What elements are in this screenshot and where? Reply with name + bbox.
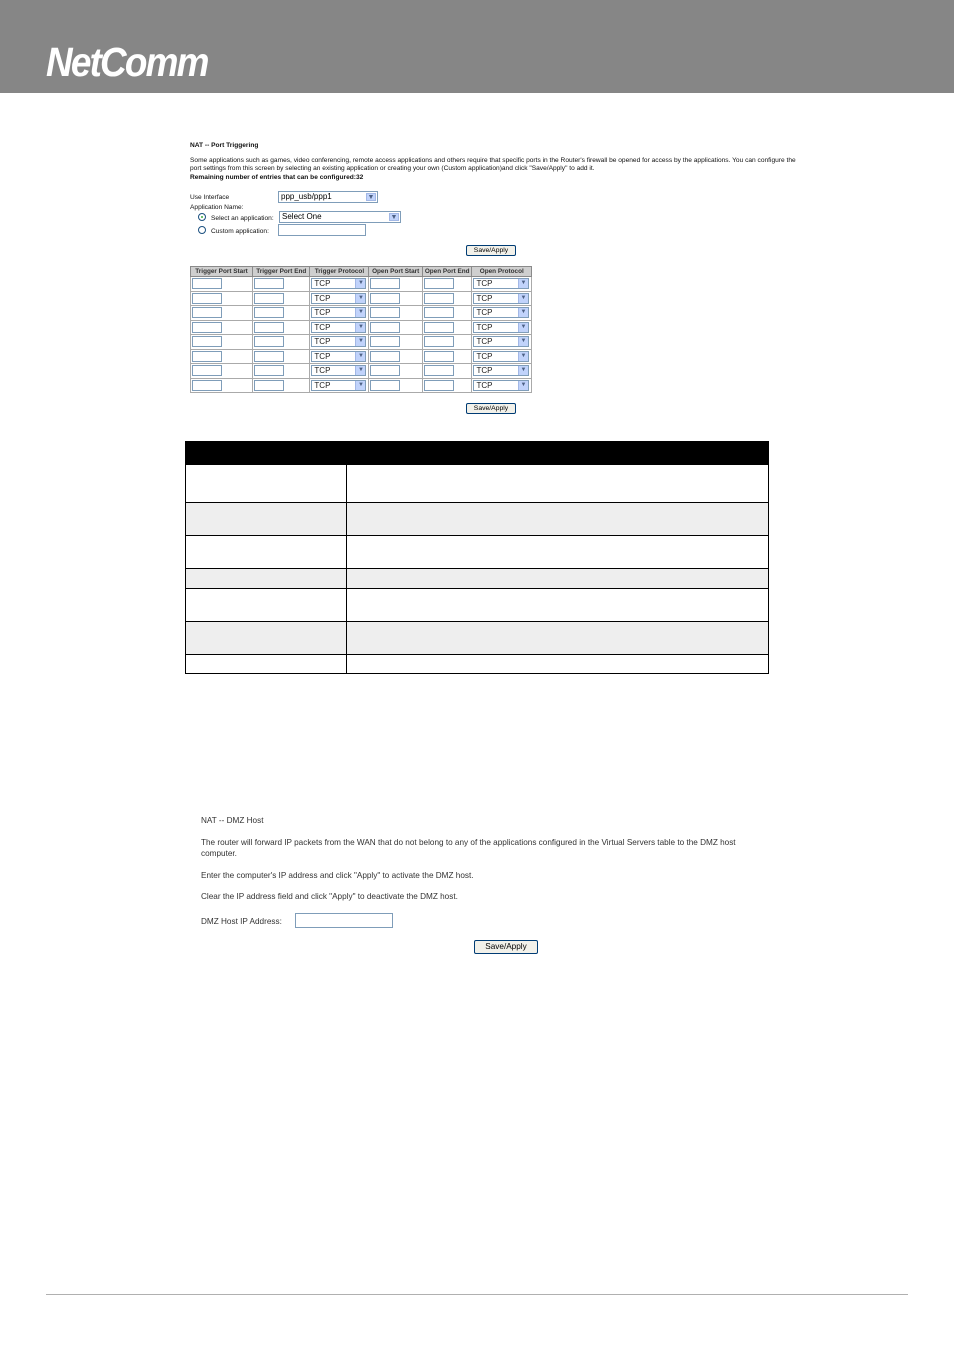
table-row [186,622,347,655]
open-port-end-input[interactable] [424,293,454,304]
dmz-ip-input[interactable] [295,913,393,928]
table-row [191,320,532,335]
table-cell [310,291,369,306]
col-trigger-port-start: Trigger Port Start [191,267,253,277]
open-protocol-select[interactable]: TCP ▼ [473,351,529,362]
open-port-end-input[interactable] [424,365,454,376]
table-cell [369,364,422,379]
trigger-table [190,266,532,393]
table-cell [253,364,310,379]
trigger-port-end-input[interactable] [254,380,284,391]
table-row [191,349,532,364]
remaining-entries: Remaining number of entries that can be configured:32 [190,174,364,181]
dmz-ip-label: DMZ Host IP Address: [201,917,282,926]
table-cell [422,306,472,321]
custom-application-radio[interactable] [198,226,206,234]
open-port-start-input[interactable] [370,380,400,391]
trigger-protocol-select[interactable]: TCP ▼ [311,278,366,289]
table-row [186,465,347,503]
table-cell [422,320,472,335]
open-port-start-input[interactable] [370,365,400,376]
chevron-down-icon: ▼ [355,279,365,288]
use-interface-select[interactable]: ppp_usb/ppp1 ▼ [278,191,378,203]
col-open-protocol: Open Protocol [472,267,532,277]
open-port-start-input[interactable] [370,293,400,304]
trigger-port-start-input[interactable] [192,293,222,304]
trigger-protocol-select[interactable]: TCP ▼ [311,365,366,376]
chevron-down-icon: ▼ [355,308,365,317]
open-port-start-input[interactable] [370,307,400,318]
open-port-end-input[interactable] [424,278,454,289]
table-cell [347,536,769,569]
trigger-port-end-input[interactable] [254,278,284,289]
table-cell [191,335,253,350]
table-row [191,364,532,379]
custom-application-label: Custom application: [211,228,269,235]
trigger-port-end-input[interactable] [254,322,284,333]
custom-application-input[interactable] [278,224,366,236]
save-apply-button-top[interactable]: Save/Apply [466,245,516,256]
table-cell [472,335,532,350]
chevron-down-icon: ▼ [355,366,365,375]
chevron-down-icon: ▼ [355,381,365,390]
chevron-down-icon: ▼ [355,323,365,332]
chevron-down-icon: ▼ [367,194,375,201]
col-trigger-port-end: Trigger Port End [253,267,310,277]
dmz-title: NAT -- DMZ Host [201,816,264,825]
col-open-port-start: Open Port Start [369,267,422,277]
table-cell [472,378,532,393]
dmz-description-2: Enter the computer's IP address and click "Apply" to activate the DMZ host. [201,871,474,880]
chevron-down-icon: ▼ [390,214,398,221]
table-cell [369,277,422,292]
trigger-port-end-input[interactable] [254,336,284,347]
table-cell [472,320,532,335]
footer-divider [46,1294,908,1295]
table-cell [310,306,369,321]
table-cell [253,349,310,364]
open-protocol-select[interactable]: TCP ▼ [473,278,529,289]
table-header-option [186,442,347,465]
open-protocol-select[interactable]: TCP ▼ [473,365,529,376]
table-row [191,291,532,306]
open-port-start-input[interactable] [370,336,400,347]
chevron-down-icon: ▼ [518,366,528,375]
trigger-port-start-input[interactable] [192,336,222,347]
table-cell [369,335,422,350]
col-trigger-protocol: Trigger Protocol [310,267,369,277]
trigger-port-start-input[interactable] [192,380,222,391]
trigger-protocol-select[interactable]: TCP ▼ [311,380,366,391]
table-header-description [347,442,769,465]
trigger-port-start-input[interactable] [192,278,222,289]
table-cell [347,655,769,674]
table-row [191,277,532,292]
table-cell [472,306,532,321]
application-name-label: Application Name: [190,204,244,211]
table-cell [310,364,369,379]
open-protocol-select[interactable]: TCP ▼ [473,293,529,304]
table-cell [369,320,422,335]
table-cell [472,277,532,292]
trigger-protocol-select[interactable]: TCP ▼ [311,293,366,304]
dmz-host-panel [201,815,801,960]
table-cell [191,364,253,379]
table-cell [422,364,472,379]
table-row [186,569,347,589]
table-cell [472,291,532,306]
chevron-down-icon: ▼ [355,352,365,361]
trigger-port-end-input[interactable] [254,351,284,362]
table-row [186,503,347,536]
chevron-down-icon: ▼ [355,294,365,303]
trigger-port-end-input[interactable] [254,293,284,304]
table-cell [422,349,472,364]
table-cell [422,277,472,292]
trigger-port-start-input[interactable] [192,322,222,333]
table-cell [191,378,253,393]
table-cell [472,364,532,379]
table-cell [191,349,253,364]
table-cell [253,320,310,335]
port-triggering-title: NAT -- Port Triggering [190,142,259,149]
netcomm-logo: NetComm [46,39,208,85]
table-cell [347,465,769,503]
trigger-port-start-input[interactable] [192,307,222,318]
save-apply-button-bottom[interactable]: Save/Apply [466,403,516,414]
open-port-end-input[interactable] [424,307,454,318]
table-cell [253,277,310,292]
open-port-end-input[interactable] [424,351,454,362]
table-cell [253,378,310,393]
table-cell [422,335,472,350]
table-cell [191,320,253,335]
table-cell [347,622,769,655]
dmz-description-3: Clear the IP address field and click "Apply" to deactivate the DMZ host. [201,892,458,901]
trigger-port-start-input[interactable] [192,351,222,362]
chevron-down-icon: ▼ [518,323,528,332]
trigger-port-end-input[interactable] [254,307,284,318]
table-row [186,655,347,674]
open-port-end-input[interactable] [424,380,454,391]
table-cell [347,503,769,536]
table-row [191,335,532,350]
table-row [191,378,532,393]
chevron-down-icon: ▼ [518,337,528,346]
trigger-port-end-input[interactable] [254,365,284,376]
trigger-protocol-select[interactable]: TCP ▼ [311,336,366,347]
table-cell [347,569,769,589]
table-row [191,306,532,321]
table-cell [369,349,422,364]
table-cell [310,378,369,393]
open-protocol-select[interactable]: TCP ▼ [473,322,529,333]
open-port-start-input[interactable] [370,278,400,289]
application-select[interactable]: Select One ▼ [279,211,401,223]
dmz-save-apply-button[interactable]: Save/Apply [474,940,538,954]
table-cell [191,291,253,306]
chevron-down-icon: ▼ [518,352,528,361]
open-port-start-input[interactable] [370,322,400,333]
table-cell [253,335,310,350]
trigger-port-start-input[interactable] [192,365,222,376]
open-protocol-select[interactable]: TCP ▼ [473,336,529,347]
port-triggering-description: Some applications such as games, video conferencing, remote access applications and others require that specific ports in the Router's firewall be opened for access by the applications. You can configure the port settings from this screen by selecting an existing application or creating your own (Custom application)and click "Save/Apply" to add it. [190,157,796,172]
table-cell [369,378,422,393]
dmz-description-1b: computer. [201,849,237,858]
table-row [186,589,347,622]
select-application-radio[interactable] [198,213,206,221]
table-cell [310,277,369,292]
table-cell [422,291,472,306]
chevron-down-icon: ▼ [355,337,365,346]
table-cell [253,306,310,321]
chevron-down-icon: ▼ [518,294,528,303]
col-open-port-end: Open Port End [422,267,472,277]
option-description-table [185,441,769,674]
dmz-description-1: The router will forward IP packets from the WAN that do not belong to any of the applications configured in the Virtual Servers table to the DMZ host [201,838,736,847]
table-cell [310,349,369,364]
table-cell [347,589,769,622]
table-cell [369,306,422,321]
open-port-end-input[interactable] [424,336,454,347]
table-cell [472,349,532,364]
open-protocol-select[interactable]: TCP ▼ [473,380,529,391]
open-port-start-input[interactable] [370,351,400,362]
page-header [0,0,954,93]
table-row [186,536,347,569]
chevron-down-icon: ▼ [518,308,528,317]
table-cell [369,291,422,306]
chevron-down-icon: ▼ [518,279,528,288]
chevron-down-icon: ▼ [518,381,528,390]
trigger-protocol-select[interactable]: TCP ▼ [311,307,366,318]
trigger-protocol-select[interactable]: TCP ▼ [311,351,366,362]
use-interface-label: Use Interface [190,194,230,201]
table-cell [310,320,369,335]
open-port-end-input[interactable] [424,322,454,333]
table-cell [253,291,310,306]
select-application-label: Select an application: [211,215,274,222]
trigger-protocol-select[interactable]: TCP ▼ [311,322,366,333]
table-cell [191,306,253,321]
port-triggering-panel [190,140,800,260]
table-cell [422,378,472,393]
table-cell [191,277,253,292]
open-protocol-select[interactable]: TCP ▼ [473,307,529,318]
table-cell [310,335,369,350]
